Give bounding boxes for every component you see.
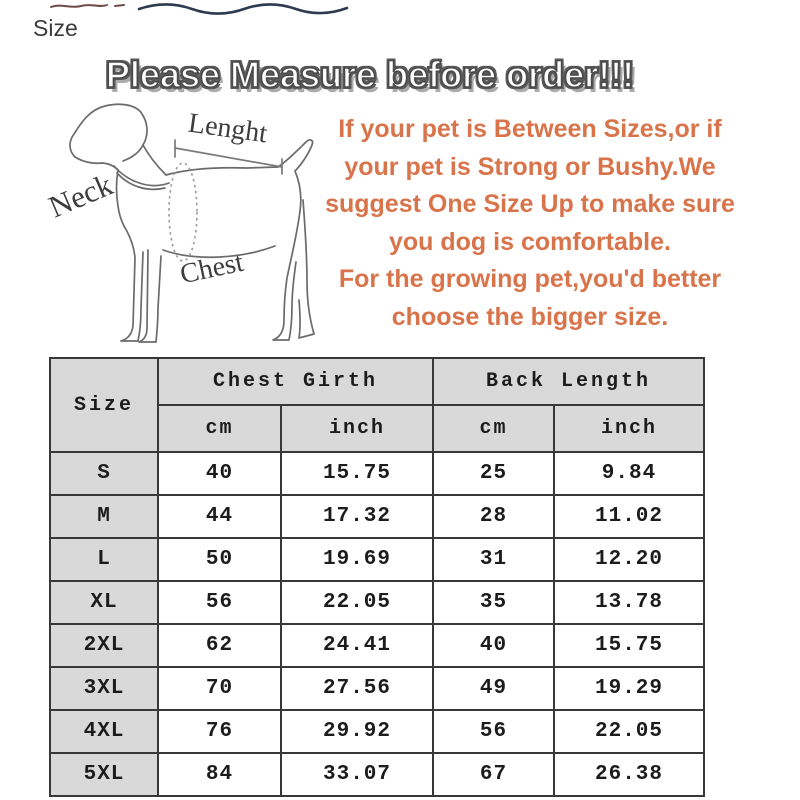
- value-cell: 56: [158, 581, 281, 624]
- advice-line: choose the bigger size.: [391, 302, 669, 331]
- value-cell: 28: [433, 495, 554, 538]
- back-inch-header: inch: [554, 405, 704, 452]
- chest-inch-header: inch: [281, 405, 433, 452]
- table-row: [50, 753, 704, 796]
- table-row: [50, 710, 704, 753]
- page-title: Please Measure before order!!!: [105, 54, 635, 95]
- table-row: [50, 667, 704, 710]
- size-section-label: Size: [33, 15, 78, 41]
- value-cell: 9.84: [554, 452, 704, 495]
- value-cell: 29.92: [281, 710, 433, 753]
- value-cell: 11.02: [554, 495, 704, 538]
- value-cell: 25: [433, 452, 554, 495]
- value-cell: 15.75: [554, 624, 704, 667]
- length-label: Lenght: [186, 107, 270, 150]
- table-row: [50, 581, 704, 624]
- back-cm-header: cm: [433, 405, 554, 452]
- value-cell: 27.56: [281, 667, 433, 710]
- size-cell: 3XL: [50, 667, 158, 710]
- chest-girth-ellipse: [169, 163, 197, 261]
- size-cell: S: [50, 452, 158, 495]
- value-cell: 49: [433, 667, 554, 710]
- advice-line: suggest One Size Up to make sure: [325, 190, 735, 218]
- advice-line: you dog is comfortable.: [389, 227, 671, 256]
- size-cell: 4XL: [50, 710, 158, 753]
- value-cell: 19.29: [554, 667, 704, 710]
- value-cell: 33.07: [281, 753, 433, 796]
- size-table-container: [49, 357, 705, 797]
- chest-label: Chest: [177, 246, 247, 291]
- value-cell: 84: [158, 753, 281, 796]
- value-cell: 35: [433, 581, 554, 624]
- value-cell: 13.78: [554, 581, 704, 624]
- neck-label: Neck: [43, 166, 118, 225]
- wave-line-icon: [137, 1, 349, 17]
- value-cell: 22.05: [554, 710, 704, 753]
- value-cell: 12.20: [554, 538, 704, 581]
- advice-line: For the growing pet,you'd better: [338, 265, 722, 293]
- chest-cm-header: cm: [158, 405, 281, 452]
- value-cell: 70: [158, 667, 281, 710]
- advice-line: your pet is Strong or Bushy.We: [344, 152, 716, 181]
- scribble-line-icon: [49, 1, 127, 11]
- sizing-advice-text: [322, 111, 738, 336]
- back-length-column-header: Back Length: [433, 358, 704, 405]
- value-cell: 40: [433, 624, 554, 667]
- table-row: [50, 538, 704, 581]
- value-cell: 26.38: [554, 753, 704, 796]
- value-cell: 22.05: [281, 581, 433, 624]
- value-cell: 31: [433, 538, 554, 581]
- size-cell: L: [50, 538, 158, 581]
- table-row: [50, 495, 704, 538]
- size-cell: 2XL: [50, 624, 158, 667]
- value-cell: 24.41: [281, 624, 433, 667]
- advice-line: If your pet is Between Sizes,or if: [338, 115, 722, 143]
- value-cell: 19.69: [281, 538, 433, 581]
- chest-girth-column-header: Chest Girth: [158, 358, 433, 405]
- size-cell: 5XL: [50, 753, 158, 796]
- value-cell: 76: [158, 710, 281, 753]
- value-cell: 50: [158, 538, 281, 581]
- table-row: [50, 452, 704, 495]
- value-cell: 56: [433, 710, 554, 753]
- table-header-row: [50, 358, 704, 405]
- size-column-header: Size: [50, 358, 158, 452]
- value-cell: 15.75: [281, 452, 433, 495]
- value-cell: 40: [158, 452, 281, 495]
- value-cell: 44: [158, 495, 281, 538]
- value-cell: 62: [158, 624, 281, 667]
- value-cell: 17.32: [281, 495, 433, 538]
- table-row: [50, 624, 704, 667]
- size-cell: XL: [50, 581, 158, 624]
- size-cell: M: [50, 495, 158, 538]
- value-cell: 67: [433, 753, 554, 796]
- size-table: [49, 357, 705, 797]
